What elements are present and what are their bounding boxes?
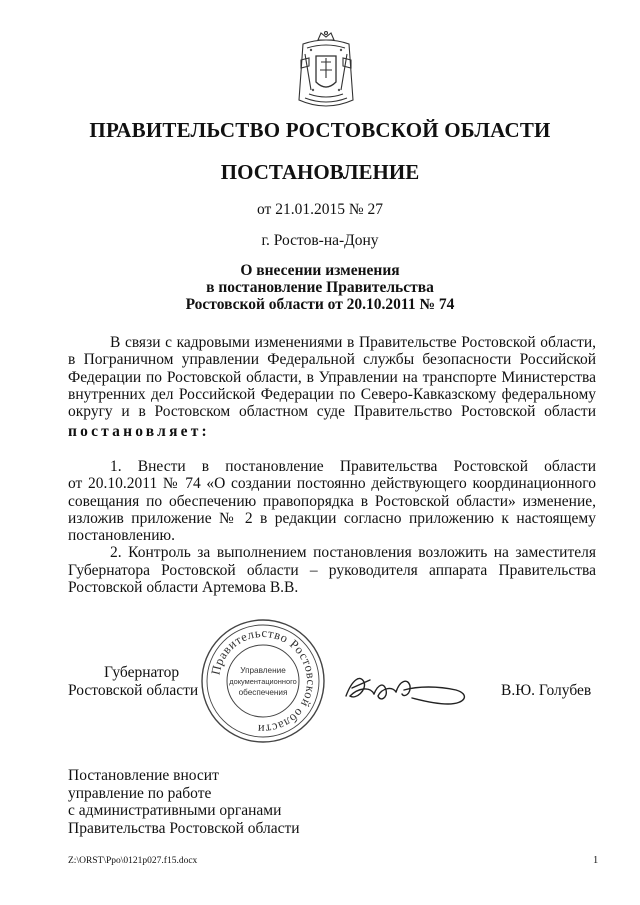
intro-line: в Пограничном управлении Федеральной службы безопасности Российской [68,351,596,369]
resolution-items [68,458,596,596]
city: г. Ростов-на-Дону [261,232,379,249]
stamp-outer-text: Правительство Ростовской области [208,625,319,737]
item-line: изложив приложение № 2 в редакции согласно приложению к настоящему [68,509,596,527]
stamp-inner-text: обеспечения [238,688,288,697]
file-path: Z:\ORST\Ppo\0121p027.f15.docx [68,856,198,866]
note-line: с административными органами [68,802,282,820]
document-type: ПОСТАНОВЛЕНИЕ [220,160,420,184]
subject-line: в постановление Правительства [206,279,434,296]
position-line: Ростовской области [68,682,199,699]
organization-title: ПРАВИТЕЛЬСТВО РОСТОВСКОЙ ОБЛАСТИ [89,118,551,142]
decree-word: постановляет: [68,423,210,440]
item-line: постановлению. [68,527,175,545]
stamp-inner-text: документационного [229,677,297,686]
coat-of-arms-icon [291,30,361,114]
intro-line: внутренних дел Российской Федерации по Северо-Кавказскому федеральному [68,385,596,403]
stamp-inner-text: Управление [240,666,286,675]
item-line: Губернатора Ростовской области – руководителя аппарата Правительства [68,561,596,579]
intro-line: Федерации по Ростовской области, в Управлении на транспорте Министерства [68,368,596,386]
page-number: 1 [593,855,599,866]
submission-note [68,767,300,837]
item-line: от 20.10.2011 № 74 «О создании постоянно действующего координационного [68,475,596,493]
intro-line: округу и в Ростовском областном суде Правительство Ростовской области [68,403,596,421]
item-line: Ростовской области Артемова В.В. [68,579,299,597]
subject-heading [0,262,640,313]
item-line: совещания по обеспечению правопорядка в Ростовской области» изменение, [68,492,596,510]
subject-line: О внесении изменения [240,262,400,279]
subject-line: Ростовской области от 20.10.2011 № 74 [185,296,455,313]
item-line: 2. Контроль за выполнением постановления возложить на заместителя [110,544,596,562]
note-line: управление по работе [68,784,212,802]
intro-paragraph [68,334,596,420]
date-number: от 21.01.2015 № 27 [257,201,383,218]
note-line: Правительства Ростовской области [68,819,300,837]
signer-name: В.Ю. Голубев [501,682,592,699]
position-line: Губернатор [104,664,180,681]
note-line: Постановление вносит [68,767,219,784]
official-stamp [199,617,327,745]
handwritten-signature-icon [338,666,478,712]
signatory-position [68,664,198,700]
item-line: 1. Внести в постановление Правительства Ростовской области [110,458,596,475]
intro-line: В связи с кадровыми изменениями в Правительстве Ростовской области, [110,334,596,351]
